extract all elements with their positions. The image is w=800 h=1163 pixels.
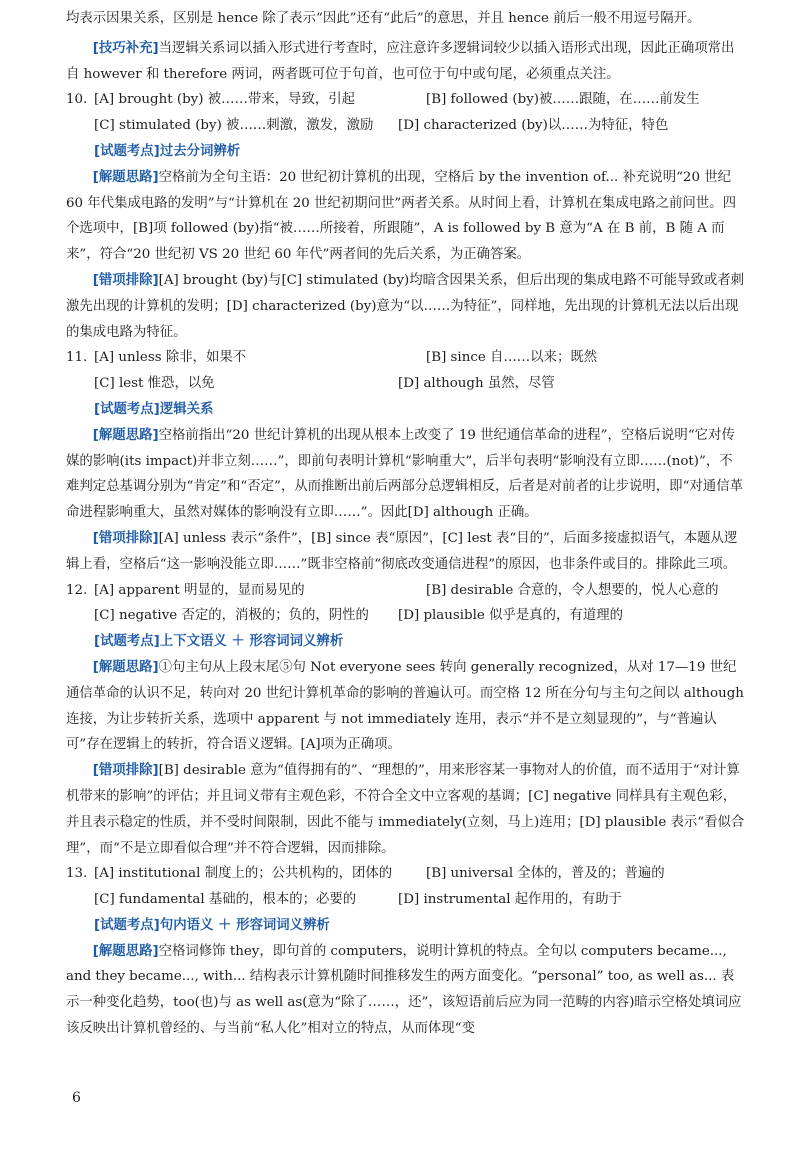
elim-text: [A] unless 表示“条件”，[B] since 表“原因”，[C] lest 表“目的”，后面多接虚拟语气，本题从逻辑上看，空格后“这一影响没能立即……”既非空格前“彻底改变通信进程”的原因，也非条件或目的。排除此三项。	[66, 530, 738, 572]
option-a: [A] unless 除非，如果不	[94, 350, 247, 366]
question-number: 13.	[66, 866, 88, 882]
question-12-elimination	[66, 758, 746, 861]
point-tag: [试题考点]	[94, 917, 160, 933]
option-b: [B] followed (by)被……跟随，在……前发生	[426, 92, 700, 108]
question-12-row-2	[66, 603, 746, 629]
question-13-row-2	[66, 887, 746, 913]
question-12-idea	[66, 655, 746, 758]
option-a: [A] institutional 制度上的；公共机构的，团体的	[94, 866, 393, 882]
point-tag: [试题考点]	[94, 143, 160, 159]
option-a: [A] apparent 明显的，显而易见的	[94, 582, 305, 598]
question-11-idea	[66, 423, 746, 526]
point-text: 上下文语义 ＋ 形容词词义辨析	[159, 634, 344, 650]
question-10-elimination	[66, 268, 746, 345]
idea-tag: [解题思路]	[92, 943, 159, 959]
paragraph-intro: 均表示因果关系，区别是 hence 除了表示“因此”还有“此后”的意思，并且 hence 前后一般不用逗号隔开。	[66, 11, 701, 26]
question-13-idea	[66, 939, 746, 1042]
question-10-row-2	[66, 113, 746, 139]
idea-tag: [解题思路]	[92, 659, 159, 675]
elim-text: [B] desirable 意为“值得拥有的”、“理想的”，用来形容某一事物对人的价值，而不适用于“对计算机带来的影响”的评估；并且词义带有主观色彩，不符合全文中立客观的基调；[C] negative 同样具有主观色彩，并且表示稳定的性质，并不受时间限制，因此不能与 immediately(立刻，马上)连用；[D] plausible 表示“看似合理”，而“不是立即看似合理”并不符合逻辑，因而排除。	[66, 763, 745, 856]
tips-tag: [技巧补充]	[92, 40, 159, 56]
question-12-row-1	[66, 578, 746, 604]
point-text: 过去分词辨析	[159, 143, 241, 159]
option-b: [B] since 自……以来；既然	[426, 350, 598, 366]
idea-text: ①句主句从上段末尾⑤句 Not everyone sees 转向 generally recognized，从对 17—19 世纪通信革命的认识不足，转向对 20 世纪计算机革命的影响的普遍认可。而空格 12 所在分句与主句之间以 although 连接，为让步转折关系，选项中 apparent 与 not immediately 连用，表示“并不是立刻显现的”，与“普遍认可”存在逻辑上的转折，符合语义逻辑。[A]项为正确项。	[66, 659, 744, 753]
question-11-point	[66, 397, 746, 423]
option-a: [A] brought (by) 被……带来，导致，引起	[94, 92, 356, 108]
option-c: [C] stimulated (by) 被……刺激，激发，激励	[94, 118, 374, 134]
elim-tag: [错项排除]	[92, 763, 159, 779]
tips-text: 当逻辑关系词以插入形式进行考查时，应注意许多逻辑词较少以插入语形式出现，因此正确项常出自 however 和 therefore 两词，两者既可位于句首，也可位于句中或句尾，必须重点关注。	[66, 40, 735, 82]
option-c: [C] fundamental 基础的，根本的；必要的	[94, 892, 357, 908]
option-b: [B] universal 全体的，普及的；普遍的	[426, 866, 665, 882]
question-13-point	[66, 913, 746, 939]
point-text: 逻辑关系	[159, 401, 214, 417]
option-c: [C] negative 否定的，消极的；负的，阴性的	[94, 608, 369, 624]
question-number: 12.	[66, 582, 88, 598]
option-c: [C] lest 惟恐，以免	[94, 376, 215, 392]
elim-tag: [错项排除]	[92, 530, 159, 546]
option-b: [B] desirable 合意的，令人想要的，悦人心意的	[426, 582, 719, 598]
option-d: [D] plausible 似乎是真的，有道理的	[398, 608, 623, 624]
idea-text: 空格前为全句主语：20 世纪初计算机的出现，空格后 by the invention of... 补充说明“20 世纪 60 年代集成电路的发明”与“计算机在 20 世纪初期问世”两者关系。从时间上看，计算机在集成电路之前问世。四个选项中，[B]项 followed (by)指“被……所接着，所跟随”，A is followed by B 意为“A 在 B 前，B 随 A 而来”，符合“20 世纪初 VS 20 世纪 60 年代”两者间的先后关系，为正确答案。	[66, 169, 736, 263]
idea-text: 空格前指出“20 世纪计算机的出现从根本上改变了 19 世纪通信革命的进程”，空格后说明“它对传媒的影响(its impact)并非立刻……”，即前句表明计算机“影响重大”，后半句表明“影响没有立即……(not)”，不难判定总基调分别为“肯定”和“否定”，从而推断出前后两部分总逻辑相反，后者是对前者的让步说明，即“对通信革命进程影响重大，虽然对媒体的影响没有立即……”。因此[D] although 正确。	[66, 427, 743, 521]
question-10-idea	[66, 165, 746, 268]
tips-paragraph	[66, 36, 746, 88]
option-d: [D] although 虽然，尽管	[398, 376, 555, 392]
question-11-elimination	[66, 526, 746, 578]
idea-tag: [解题思路]	[92, 427, 159, 443]
option-d: [D] instrumental 起作用的，有助于	[398, 892, 622, 908]
idea-tag: [解题思路]	[92, 169, 159, 185]
question-10-row-1	[66, 87, 746, 113]
question-10-point	[66, 139, 746, 165]
point-tag: [试题考点]	[94, 634, 160, 650]
elim-text: [A] brought (by)与[C] stimulated (by)均暗含因果关系，但后出现的集成电路不可能导致或者刺激先出现的计算机的发明；[D] characterized (by)意为“以……为特征”，同样地，先出现的计算机无法以后出现的集成电路为特征。	[66, 272, 745, 340]
page-number: 6	[72, 1090, 81, 1106]
idea-text: 空格词修饰 they，即句首的 computers，说明计算机的特点。全句以 computers became..., and they became..., with... 结构表示计算机随时间推移发生的两方面变化。“personal” too, as well as... 表示一种变化趋势，too(也)与 as well as(意为“除了……，还”，该短语前后应为同一范畴的内容)暗示空格处填词应该反映出计算机曾经的、与当前“私人化”相对立的特点，从而体现“变	[66, 943, 742, 1037]
point-tag: [试题考点]	[94, 401, 160, 417]
question-12-point	[66, 629, 746, 655]
elim-tag: [错项排除]	[92, 272, 159, 288]
question-13-row-1	[66, 861, 746, 887]
point-text: 句内语义 ＋ 形容词词义辨析	[159, 917, 330, 933]
question-11-row-1	[66, 345, 746, 371]
question-number: 11.	[66, 350, 88, 366]
option-d: [D] characterized (by)以……为特征，特色	[398, 118, 669, 134]
question-11-row-2	[66, 371, 746, 397]
question-number: 10.	[66, 92, 88, 108]
